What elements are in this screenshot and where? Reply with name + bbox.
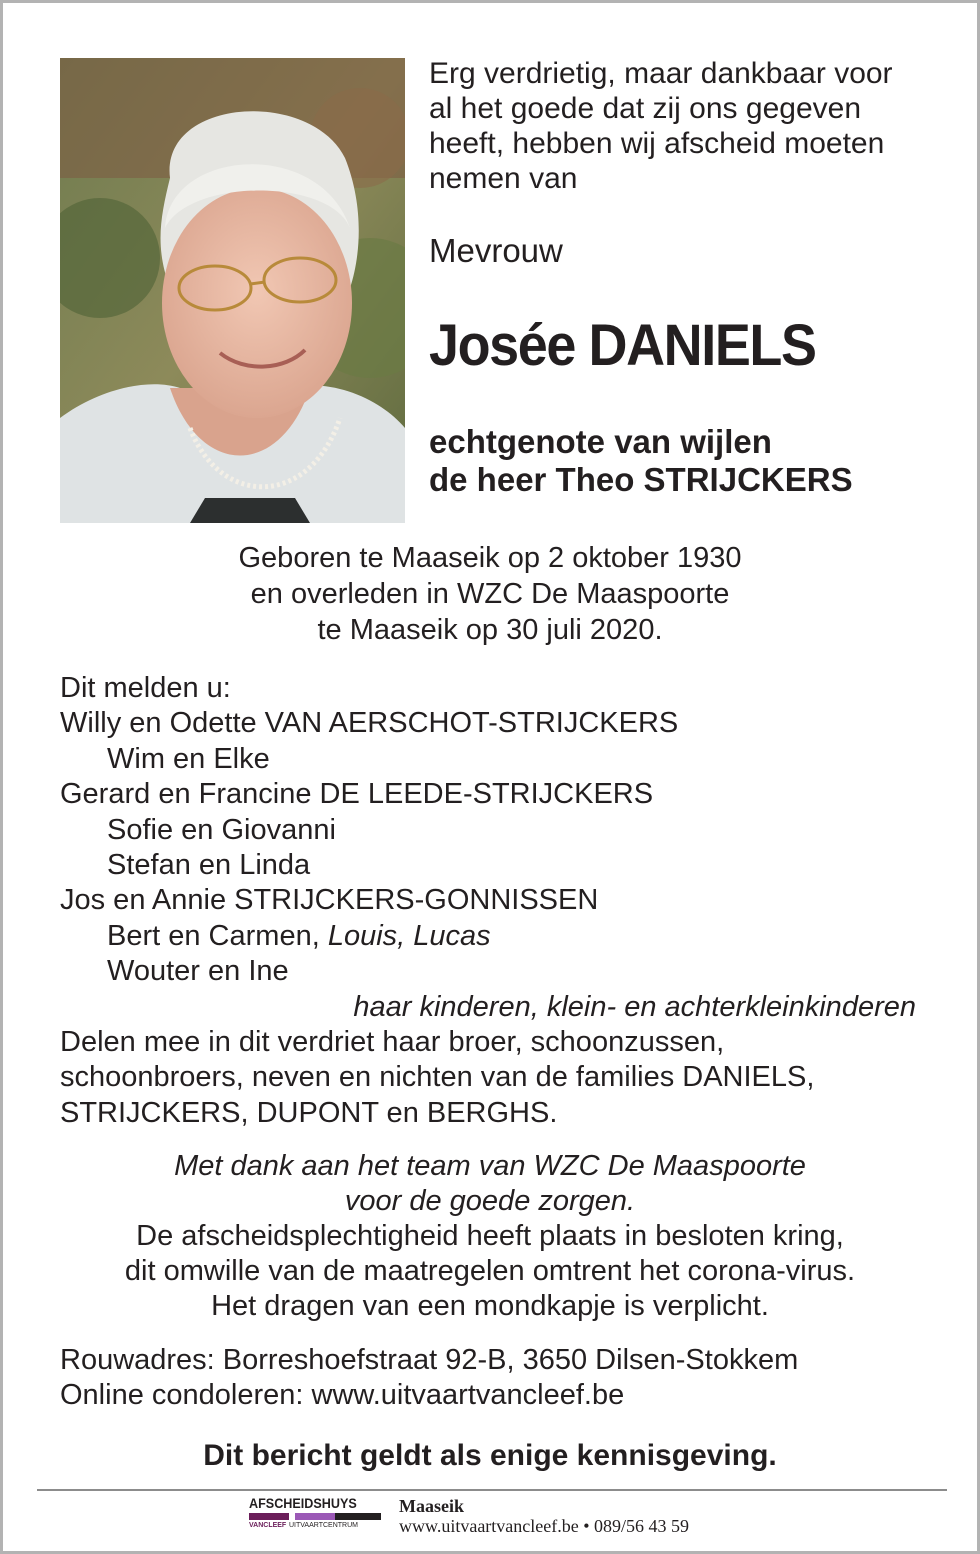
funeral-home-city: Maaseik xyxy=(399,1496,464,1516)
portrait-photo xyxy=(60,58,405,523)
intro-line-3: heeft, hebben wij afscheid moeten xyxy=(429,127,885,160)
spouse-info xyxy=(429,423,853,499)
logo-left-label: VANCLEEF xyxy=(249,1522,287,1529)
born-line-2: en overleden in WZC De Maaspoorte xyxy=(250,578,730,610)
funeral-home-info xyxy=(399,1496,689,1536)
family-entry: Jos en Annie STRIJCKERS-GONNISSEN xyxy=(60,884,599,917)
funeral-home-contact: www.uitvaartvancleef.be • 089/56 43 59 xyxy=(399,1516,690,1536)
online-condolence: Online condoleren: www.uitvaartvancleef.be xyxy=(60,1379,625,1411)
address-section xyxy=(60,1343,798,1413)
family-sub-entry xyxy=(60,919,940,954)
portrait-illustration xyxy=(60,58,405,523)
family-sub-entry-names: Bert en Carmen, xyxy=(107,919,328,952)
share-line-2: schoonbroers, neven en nichten van de families DANIELS, xyxy=(60,1061,815,1094)
great-grandchildren: Louis, Lucas xyxy=(327,919,491,952)
born-line-1: Geboren te Maaseik op 2 oktober 1930 xyxy=(238,542,742,574)
family-entry: Gerard en Francine DE LEEDE-STRIJCKERS xyxy=(60,778,654,811)
family-sub-entry: Sofie en Giovanni xyxy=(107,813,336,846)
ceremony-line-1: De afscheidsplechtigheid heeft plaats in besloten kring, xyxy=(136,1220,844,1252)
thanks-line-1: Met dank aan het team van WZC De Maaspoorte xyxy=(174,1150,806,1182)
spouse-line-2: de heer Theo STRIJCKERS xyxy=(429,461,853,498)
family-list xyxy=(60,671,940,1131)
intro-text xyxy=(429,56,949,196)
spouse-line-1: echtgenote van wijlen xyxy=(429,423,772,460)
logo-color-bar xyxy=(249,1513,381,1520)
family-sub-entry: Wim en Elke xyxy=(107,742,270,775)
logo-bar-purple xyxy=(249,1513,289,1520)
thanks-line-2: voor de goede zorgen. xyxy=(344,1185,636,1217)
share-line-3: STRIJCKERS, DUPONT en BERGHS. xyxy=(60,1096,558,1129)
logo-bar-black xyxy=(335,1513,381,1520)
family-entry: Willy en Odette VAN AERSCHOT-STRIJCKERS xyxy=(60,707,679,740)
notice-statement: Dit bericht geldt als enige kennisgeving. xyxy=(203,1439,777,1472)
intro-line-2: al het goede dat zij ons gegeven xyxy=(429,92,861,125)
footer-divider xyxy=(37,1489,947,1491)
family-sub-entry: Wouter en Ine xyxy=(107,955,289,988)
ceremony-line-3: Het dragen van een mondkapje is verplicht. xyxy=(211,1290,769,1322)
thanks-section xyxy=(3,1149,977,1324)
ceremony-line-2: dit omwille van de maatregelen omtrent het corona-virus. xyxy=(124,1255,856,1287)
birth-death-info xyxy=(3,540,977,648)
born-line-3: te Maaseik op 30 juli 2020. xyxy=(317,614,663,646)
logo-right-label: UITVAARTCENTRUM xyxy=(289,1522,358,1529)
deceased-name: Josée DANIELS xyxy=(429,313,816,378)
intro-line-1: Erg verdrietig, maar dankbaar voor xyxy=(429,57,893,90)
intro-line-4: nemen van xyxy=(429,162,578,195)
logo-wordmark: AFSCHEIDSHUYS xyxy=(249,1495,357,1511)
mourning-address: Rouwadres: Borreshoefstraat 92-B, 3650 Dilsen-Stokkem xyxy=(60,1344,799,1376)
logo-bar-violet xyxy=(295,1513,335,1520)
family-sub-entry: Stefan en Linda xyxy=(107,849,311,882)
funeral-home-logo xyxy=(249,1495,381,1535)
family-intro: Dit melden u: xyxy=(60,672,231,704)
honorific: Mevrouw xyxy=(429,232,563,269)
share-line-1: Delen mee in dit verdriet haar broer, schoonzussen, xyxy=(60,1026,725,1059)
logo-subtitle xyxy=(249,1521,381,1530)
family-relation: haar kinderen, klein- en achterkleinkinderen xyxy=(353,990,916,1023)
